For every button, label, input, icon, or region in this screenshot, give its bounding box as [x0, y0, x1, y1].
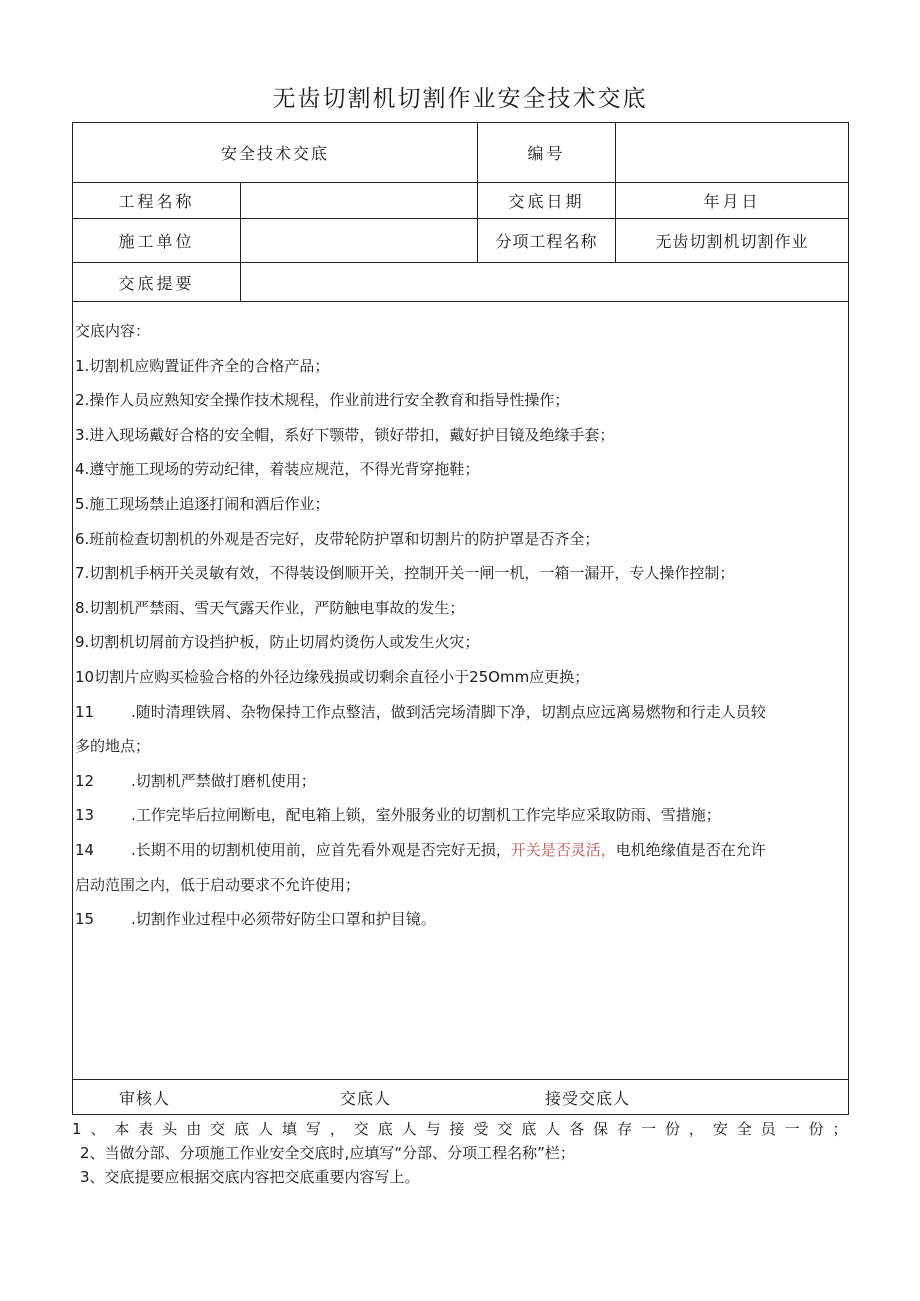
- content-item: 3.进入现场戴好合格的安全帽，系好下颚带，锁好带扣，戴好护目镜及绝缘手套；: [75, 425, 615, 444]
- note-1-char: 交: [497, 1120, 513, 1138]
- note-3: 3、交底提要应根据交底内容把交底重要内容写上。: [80, 1168, 420, 1186]
- project-row: [73, 183, 849, 219]
- unit-value[interactable]: [241, 219, 478, 263]
- content-item: 1.切割机应购置证件齐全的合格产品；: [75, 356, 330, 375]
- item-text: .切割机严禁做打磨机使用；: [131, 771, 316, 790]
- signature-cell: [73, 1080, 849, 1115]
- item-text: .长期不用的切割机使用前，应首先看外观是否完好无损，: [131, 840, 511, 859]
- project-name-label: 工程名称: [73, 183, 241, 219]
- disclosure-content: [73, 302, 848, 937]
- disclosure-form-table: [72, 122, 849, 1115]
- summary-label: 交底提要: [73, 263, 241, 302]
- signature-line: [73, 1080, 848, 1114]
- note-1-char: 本: [114, 1120, 130, 1138]
- content-item-15: [75, 902, 848, 937]
- note-1-char: 接: [449, 1120, 465, 1138]
- date-label: 交底日期: [478, 183, 616, 219]
- content-item-14-continued: 启动范围之内，低于启动要求不允许使用；: [75, 875, 361, 894]
- note-1-char: 一: [784, 1120, 800, 1138]
- project-name-value[interactable]: [241, 183, 478, 219]
- note-1-char: 写: [305, 1120, 321, 1138]
- note-1-char: 由: [186, 1120, 202, 1138]
- content-item-11-continued: 多的地点；: [75, 737, 151, 756]
- page-title: 无齿切割机切割作业安全技术交底: [272, 86, 648, 112]
- note-1-char: 底: [521, 1120, 537, 1138]
- content-item: 5.施工现场禁止追逐打闹和酒后作业；: [75, 494, 330, 513]
- number-value[interactable]: [616, 123, 849, 183]
- signature-row: [73, 1080, 849, 1115]
- item-text: 电机绝缘值是否在允许: [615, 840, 766, 859]
- date-value[interactable]: 年月日: [616, 183, 849, 219]
- note-1-char: 份: [664, 1120, 680, 1138]
- item-text: .随时清理铁屑、杂物保持工作点整洁，做到活完场清脚下净，切割点应远离易燃物和行走人员较: [131, 702, 766, 721]
- content-item: 2.操作人员应熟知安全操作技术规程，作业前进行安全教育和指导性操作；: [75, 391, 570, 410]
- footnotes: [72, 1117, 848, 1189]
- note-1-char: 受: [473, 1120, 489, 1138]
- note-1-char: 人: [258, 1120, 274, 1138]
- highlighted-text: 开关是否灵活，: [510, 840, 616, 859]
- item-number: 12: [75, 771, 95, 790]
- note-1-char: 份: [808, 1120, 824, 1138]
- note-2: 2、当做分部、分项施工作业安全交底时,应填写“分部、分项工程名称”栏；: [80, 1144, 575, 1162]
- receiver-label: 接受交底人: [545, 1088, 631, 1108]
- content-item-11: [75, 695, 848, 730]
- note-1-char: 交: [210, 1120, 226, 1138]
- content-item: 10切割片应购买检验合格的外径边缘残损或切剩余直径小于25Omm应更换；: [75, 667, 590, 686]
- item-text: .工作完毕后拉闸断电，配电箱上锁，室外服务业的切割机工作完毕应采取防雨、雪措施；: [131, 806, 721, 825]
- content-item: 7.切割机手柄开关灵敏有效，不得装设倒顺开关，控制开关一闸一机，一箱一漏开，专人操作控制；: [75, 564, 735, 583]
- content-item-12: [75, 764, 848, 799]
- note-1-char: 人: [401, 1120, 417, 1138]
- note-1-char: ；: [832, 1120, 848, 1138]
- unit-row: [73, 219, 849, 263]
- content-item-13: [75, 798, 848, 833]
- note-1: [72, 1117, 848, 1141]
- unit-label: 施工单位: [73, 219, 241, 263]
- content-item-14: [75, 833, 848, 868]
- discloser-label: 交底人: [340, 1088, 392, 1108]
- note-1-char: 安: [712, 1120, 728, 1138]
- item-text: .切割作业过程中必须带好防尘口罩和护目镜。: [131, 910, 436, 929]
- reviewer-label: 审核人: [119, 1088, 171, 1108]
- note-1-char: ，: [688, 1120, 704, 1138]
- item-number: 14: [75, 840, 95, 859]
- doc-type-label: 安全技术交底: [73, 123, 478, 183]
- subproject-value[interactable]: 无齿切割机切割作业: [616, 219, 849, 263]
- summary-value[interactable]: [241, 263, 849, 302]
- note-1-char: 表: [138, 1120, 154, 1138]
- note-1-char: 保: [593, 1120, 609, 1138]
- note-1-char: 人: [545, 1120, 561, 1138]
- note-1-char: 存: [617, 1120, 633, 1138]
- summary-row: [73, 263, 849, 302]
- content-cell: [73, 302, 849, 1080]
- item-number: 15: [75, 910, 95, 929]
- note-1-char: ，: [329, 1120, 345, 1138]
- note-1-char: 员: [760, 1120, 776, 1138]
- content-row: [73, 302, 849, 1080]
- note-1-char: 填: [281, 1120, 297, 1138]
- content-item: 6.班前检查切割机的外观是否完好，皮带轮防护罩和切割片的防护罩是否齐全；: [75, 529, 600, 548]
- content-item: 4.遵守施工现场的劳动纪律，着装应规范，不得光背穿拖鞋；: [75, 460, 480, 479]
- subproject-label: 分项工程名称: [478, 219, 616, 263]
- note-1-char: 、: [90, 1120, 106, 1138]
- note-1-char: 全: [736, 1120, 752, 1138]
- note-1-char: 底: [377, 1120, 393, 1138]
- content-heading: 交底内容：: [75, 322, 151, 340]
- content-item: 8.切割机严禁雨、雪天气露天作业，严防触电事故的发生；: [75, 598, 465, 617]
- item-number: 11: [75, 702, 95, 721]
- header-row: [73, 123, 849, 183]
- note-1-char: 各: [569, 1120, 585, 1138]
- note-1-char: 一: [641, 1120, 657, 1138]
- number-label: 编号: [478, 123, 616, 183]
- content-item: 9.切割机切屑前方设挡护板，防止切屑灼烫伤人或发生火灾；: [75, 633, 480, 652]
- item-number: 13: [75, 806, 95, 825]
- note-1-char: 底: [234, 1120, 250, 1138]
- note-1-char: 交: [353, 1120, 369, 1138]
- note-1-char: 1: [72, 1120, 82, 1138]
- note-1-char: 与: [425, 1120, 441, 1138]
- note-1-char: 头: [162, 1120, 178, 1138]
